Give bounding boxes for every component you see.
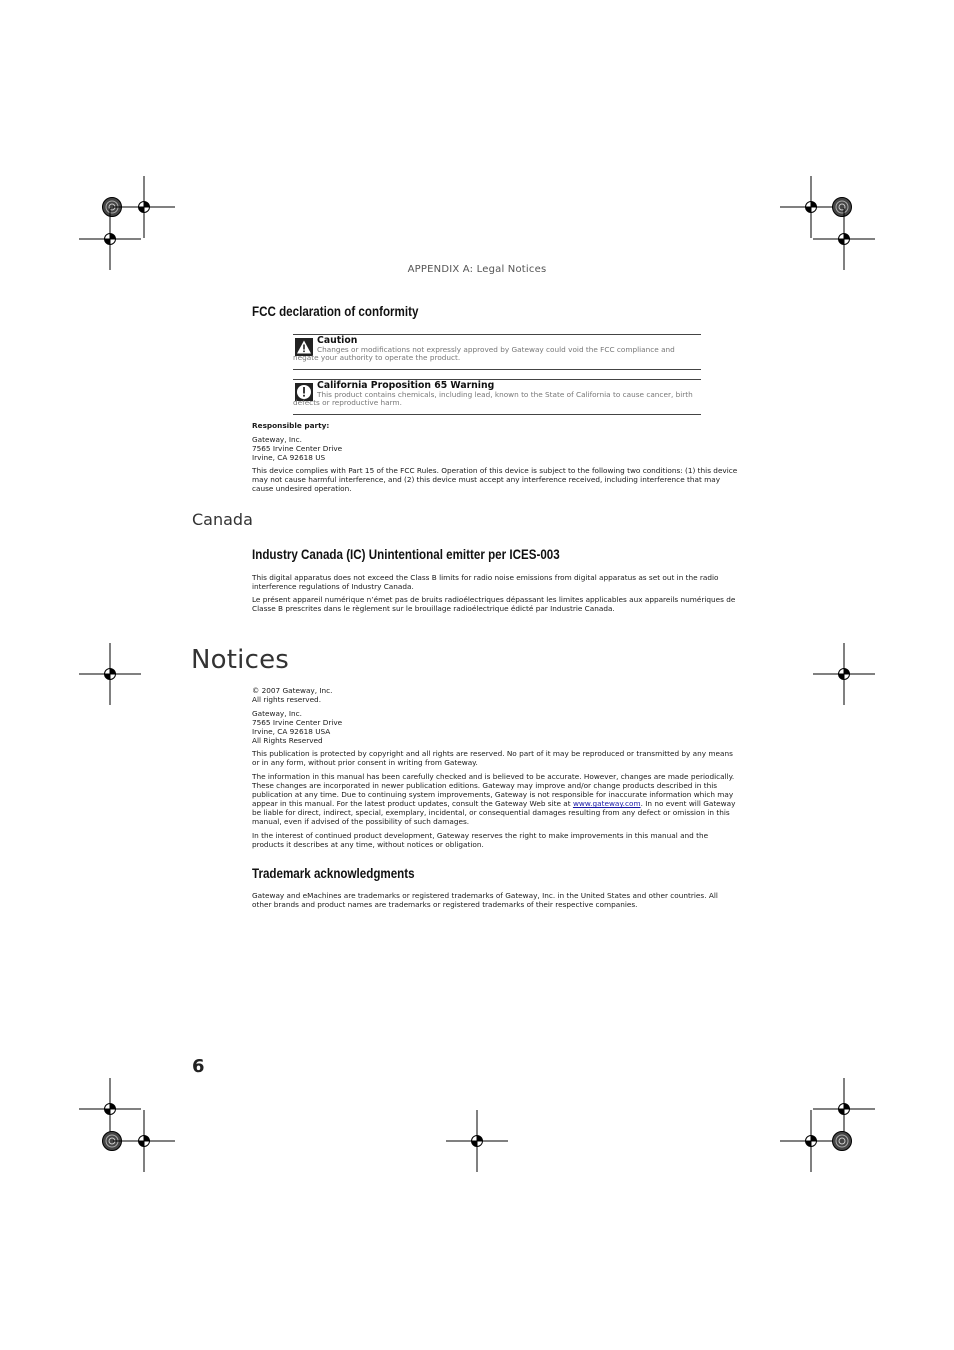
prop65-box — [293, 379, 701, 415]
canada-para-fr: Le présent appareil numérique n’émet pas de bruits radioélectriques dépassant les limites applicables aux appareils numériques de Classe B prescrites dans le règlement sur le brouillage radioélectrique édicté par Industrie Canada. — [252, 595, 736, 614]
canada-heading: Canada — [192, 510, 253, 529]
publication-paragraph: This publication is protected by copyright and all rights are reserved. No part of it may be reproduced or transmitted by any means or in any form, without prior consent in writing from Gateway. — [252, 749, 733, 768]
page-number: 6 — [192, 1056, 205, 1077]
information-paragraph: The information in this manual has been carefully checked and is believed to be accurate. However, changes are made periodically. These changes are incorporated in newer publication editions. Gateway may improve and/or change products described in this publication at any time. Due to continuing system improvements, Gateway is not responsible for inaccurate information which may appear in this manual. For the latest product updates, consult the Gateway Web site at www.gateway.com. In no event will Gateway be liable for direct, indirect, special, exemplary, incidental, or consequential damages resulting from any defect or omission in this manual, even if advised of the possibility of such damages. — [252, 772, 736, 827]
gateway-website-link[interactable]: www.gateway.com — [572, 799, 641, 809]
fcc-compliance: This device complies with Part 15 of the FCC Rules. Operation of this device is subject to the following two conditions: (1) this device may not cause harmful interference, and (2) this device must accept any interference received, including interference that may cause undesired operation. — [252, 466, 738, 494]
caution-title: Caution — [317, 335, 358, 346]
ic-heading: Industry Canada (IC) Unintentional emitter per ICES-003 — [252, 547, 560, 562]
canada-para-en: This digital apparatus does not exceed the Class B limits for radio noise emissions from digital apparatus as set out in the radio interference regulations of Industry Canada. — [252, 573, 719, 592]
notices-title: Notices — [191, 645, 290, 675]
copyright: © 2007 Gateway, Inc. All rights reserved. — [252, 686, 333, 705]
caution-box — [293, 334, 701, 370]
running-header: APPENDIX A: Legal Notices — [407, 264, 547, 275]
prop65-text: This product contains chemicals, including lead, known to the State of California to cause cancer, birth defects or reproductive harm. — [293, 390, 693, 408]
development-paragraph: In the interest of continued product development, Gateway reserves the right to make improvements in this manual and the products it describes at any time, without notices or obligation. — [252, 831, 709, 850]
notices-address: Gateway, Inc. 7565 Irvine Center Drive Irvine, CA 92618 USA All Rights Reserved — [252, 709, 343, 746]
prop65-title: California Proposition 65 Warning — [317, 380, 495, 391]
trademark-text: Gateway and eMachines are trademarks or registered trademarks of Gateway, Inc. in the United States and other countries. All other brands and product names are trademarks or registered trademarks of their respective companies. — [252, 891, 718, 910]
trademark-heading: Trademark acknowledgments — [252, 866, 415, 881]
caution-text: Changes or modifications not expressly approved by Gateway could void the FCC compliance and negate your authority to operate the product. — [293, 345, 675, 363]
responsible-party-label: Responsible party: — [252, 421, 330, 430]
fcc-address: Gateway, Inc. 7565 Irvine Center Drive Irvine, CA 92618 US — [252, 435, 343, 463]
fcc-heading: FCC declaration of conformity — [252, 304, 419, 319]
